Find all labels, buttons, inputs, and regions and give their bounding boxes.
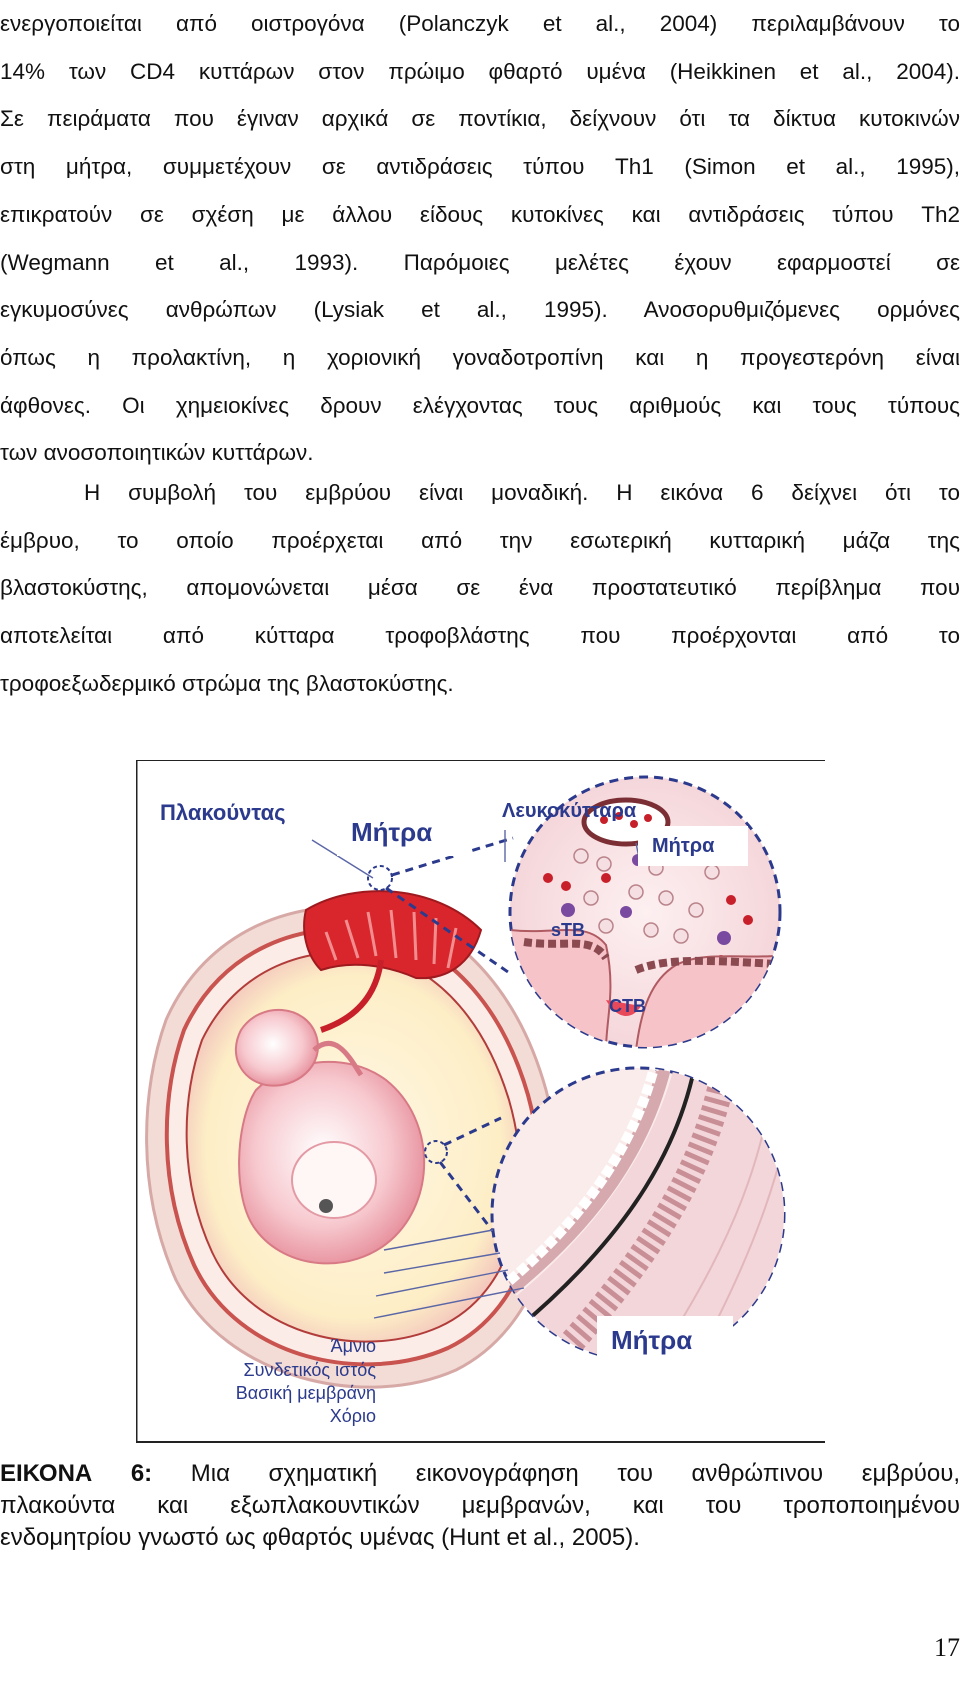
text-line: (Wegmann et al., 1993). Παρόμοιες μελέτες έχουν εφαρμοστεί σε	[0, 249, 960, 275]
label-basement-membrane: Βασική μεμβράνη	[235, 1383, 376, 1403]
text-line: εγκυμοσύνες ανθρώπων (Lysiak et al., 1995). Ανοσορυθμιζόμενες ορμόνες	[0, 297, 960, 323]
label-amnion: Άμνιο	[330, 1336, 376, 1356]
text-line: Η συμβολή του εμβρύου είναι μοναδική. Η εικόνα 6 δείχνει ότι το	[84, 480, 960, 505]
label-connective-tissue: Συνδετικός ιστός	[243, 1360, 376, 1380]
text-line: τροφοεξωδερμικό στρώμα της βλαστοκύστης.	[0, 670, 454, 696]
text-line: αποτελείται από κύτταρα τροφοβλάστης που προέρχονται από το	[0, 623, 960, 649]
label-uterus-bottom: Μήτρα	[597, 1316, 733, 1364]
body-paragraph-1	[0, 0, 960, 477]
figure-6	[136, 760, 825, 1443]
label-uterus-top: Μήτρα	[638, 826, 748, 866]
text-line: έμβρυο, το οποίο προέρχεται από την εσωτερική κυτταρική μάζα της	[0, 527, 960, 553]
zoom-marker-top	[368, 866, 392, 890]
label-chorion: Χόριο	[329, 1406, 376, 1426]
caption-line	[0, 1458, 960, 1490]
caption-label: ΕΙΚΟΝΑ 6:	[0, 1460, 153, 1487]
text-line: των ανοσοποιητικών κυττάρων.	[0, 440, 314, 466]
text-line: όπως η προλακτίνη, η χοριονική γοναδοτροπίνη και η προγεστερόνη είναι	[0, 344, 960, 370]
text-line: επικρατούν σε σχέση με άλλου είδους κυτοκίνες και αντιδράσεις τύπου Th2	[0, 201, 960, 227]
text-line: 14% των CD4 κυττάρων στον πρώιμο φθαρτό υμένα (Heikkinen et al., 2004).	[0, 58, 960, 84]
label-stb: sTB	[551, 920, 586, 940]
label-uterus-main: Μήτρα	[337, 808, 467, 856]
caption-line: πλακούντα και εξωπλακουντικών μεμβρανών, και του τροποποιημένου	[0, 1492, 960, 1519]
label-leukocytes: Λευκοκύτταρα	[502, 800, 637, 822]
label-placenta: Πλακούντας	[160, 800, 286, 825]
text-line: στη μήτρα, συμμετέχουν σε αντιδράσεις τύπου Th1 (Simon et al., 1995),	[0, 154, 960, 180]
figure-caption	[0, 1458, 960, 1554]
text-line: Σε πειράματα που έγιναν αρχικά σε ποντίκια, δείχνουν ότι τα δίκτυα κυτοκινών	[0, 106, 960, 132]
text-line: άφθονες. Οι χημειοκίνες δρουν ελέγχοντας τους αριθμούς και τους τύπους	[0, 392, 960, 418]
label-ctb: CTB	[609, 996, 646, 1016]
caption-text: Μια σχηματική εικονογράφηση του ανθρώπινου εμβρύου,	[190, 1460, 960, 1487]
page-number: 17	[934, 1633, 960, 1662]
text-line: ενεργοποιείται από οιστρογόνα (Polanczyk et al., 2004) περιλαμβάνουν το	[0, 11, 960, 36]
body-paragraph-2	[0, 469, 960, 708]
text-line: βλαστοκύστης, απομονώνεται μέσα σε ένα προστατευτικό περίβλημα που	[0, 575, 960, 601]
caption-line: ενδομητρίου γνωστό ως φθαρτός υμένας (Hunt et al., 2005).	[0, 1524, 640, 1551]
